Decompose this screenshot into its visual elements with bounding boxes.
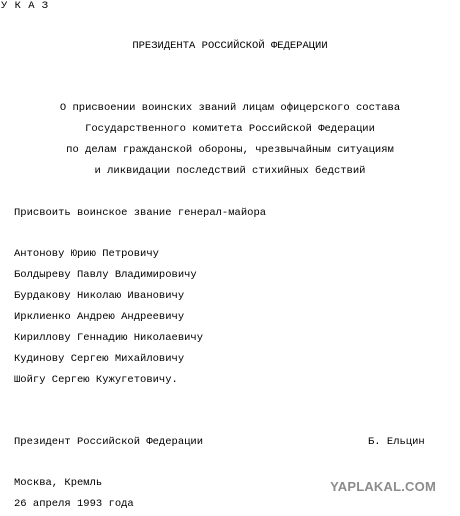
list-item: Болдыреву Павлу Владимировичу bbox=[14, 269, 197, 281]
list-item: Антонову Юрию Петровичу bbox=[14, 248, 159, 260]
list-item: Ирклиенко Андрею Андреевичу bbox=[14, 311, 185, 323]
list-item: Кириллову Геннадию Николаевичу bbox=[14, 332, 204, 344]
decree-text: Присвоить воинское звание генерал-майора bbox=[14, 207, 267, 219]
signature-name: Б. Ельцин bbox=[368, 436, 425, 448]
doc-type-heading: У К А З bbox=[1, 0, 49, 12]
signature-title: Президент Российской Федерации bbox=[14, 436, 204, 448]
list-item: Шойгу Сергею Кужугетовичу. bbox=[14, 374, 178, 386]
issuer-heading: ПРЕЗИДЕНТА РОССИЙСКОЙ ФЕДЕРАЦИИ bbox=[132, 40, 328, 52]
subject-line-3: по делам гражданской обороны, чрезвычайным ситуациям bbox=[66, 144, 394, 156]
subject-line-1: О присвоении воинских званий лицам офицерского состава bbox=[59, 102, 401, 114]
watermark-logo: YAPLAKAL.COM bbox=[330, 479, 436, 494]
date: 26 апреля 1993 года bbox=[14, 498, 134, 510]
list-item: Бурдакову Николаю Ивановичу bbox=[14, 290, 185, 302]
place: Москва, Кремль bbox=[14, 477, 103, 489]
list-item: Кудинову Сергею Михайловичу bbox=[14, 353, 185, 365]
subject-line-2: Государственного комитета Российской Федерации bbox=[85, 123, 375, 135]
subject-line-4: и ликвидации последствий стихийных бедствий bbox=[94, 165, 366, 177]
